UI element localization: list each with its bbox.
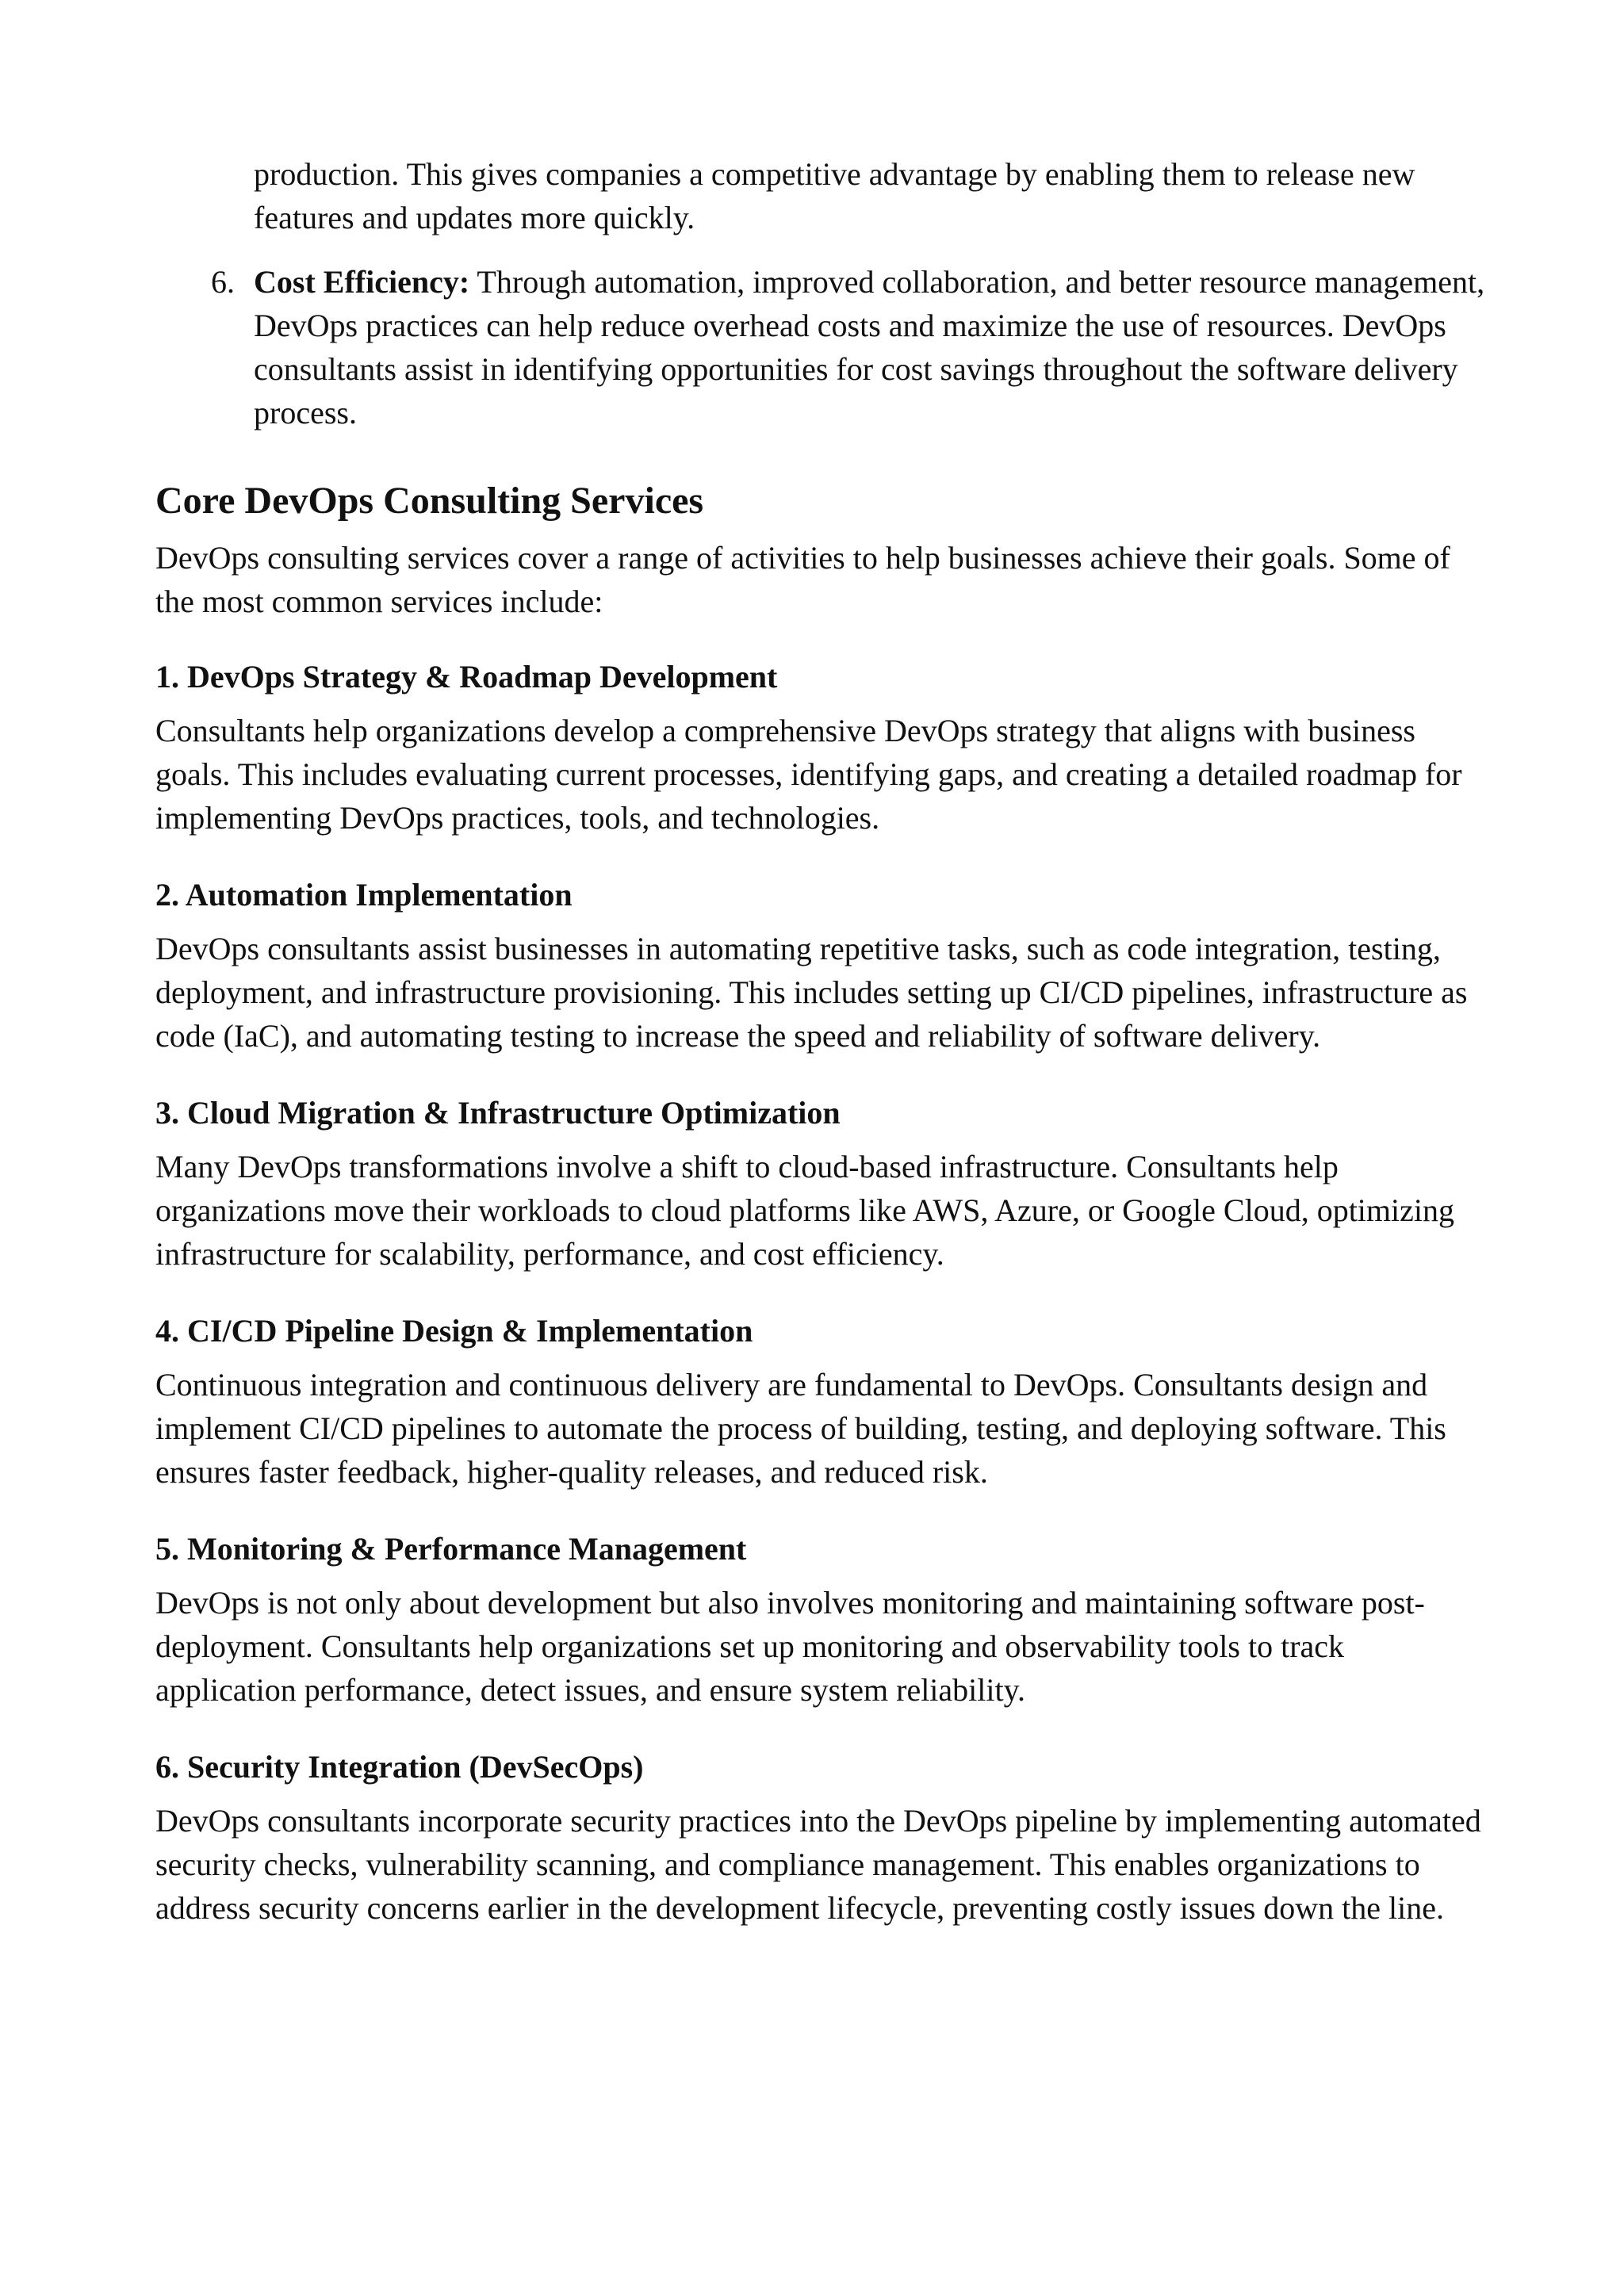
service-cloud-migration [155, 1093, 1488, 1276]
service-strategy-roadmap [155, 656, 1488, 840]
service-heading: 6. Security Integration (DevSecOps) [155, 1749, 644, 1785]
service-body: Continuous integration and continuous delivery are fundamental to DevOps. Consultants design and implement CI/CD pipelines to automate the process of building, testing, and deploying software. This ensures faster feedback, higher-quality releases, and reduced risk. [155, 1367, 1446, 1490]
list-item-text [254, 260, 1488, 434]
service-heading: 5. Monitoring & Performance Management [155, 1531, 747, 1567]
service-heading: 1. DevOps Strategy & Roadmap Development [155, 659, 778, 695]
service-security-integration [155, 1747, 1488, 1930]
service-automation [155, 874, 1488, 1058]
service-monitoring [155, 1529, 1488, 1712]
service-body: DevOps consultants assist businesses in automating repetitive tasks, such as code integration, testing, deployment, and infrastructure provisioning. This includes setting up CI/CD pipelines, infrastructure as code (IaC), and automating testing to increase the speed and reliability of software delivery. [155, 931, 1468, 1054]
section-intro: DevOps consulting services cover a range of activities to help businesses achieve their goals. Some of the most common services include: [155, 540, 1450, 619]
document-page [155, 152, 1488, 1965]
service-body: Many DevOps transformations involve a shift to cloud-based infrastructure. Consultants help organizations move their workloads to cloud platforms like AWS, Azure, or Google Cloud, optimizing infrastructure for scalability, performance, and cost efficiency. [155, 1149, 1455, 1272]
service-heading: 2. Automation Implementation [155, 877, 573, 913]
service-body: DevOps consultants incorporate security practices into the DevOps pipeline by implementing automated security checks, vulnerability scanning, and compliance management. This enables organizations to address security concerns earlier in the development lifecycle, preventing costly issues down the line. [155, 1803, 1481, 1926]
list-item-cost-efficiency [155, 260, 1488, 434]
service-body: Consultants help organizations develop a comprehensive DevOps strategy that aligns with business goals. This includes evaluating current processes, identifying gaps, and creating a detailed roadmap for implementing DevOps practices, tools, and technologies. [155, 713, 1462, 836]
service-body: DevOps is not only about development but also involves monitoring and maintaining software post-deployment. Consultants help organizations set up monitoring and observability tools to track application performance, detect issues, and ensure system reliability. [155, 1585, 1425, 1708]
section-heading: Core DevOps Consulting Services [155, 480, 704, 522]
list-item-body: Through automation, improved collaboration, and better resource management, DevOps practices can help reduce overhead costs and maximize the use of resources. DevOps consultants assist in identifying opportunities for cost savings throughout the software delivery process. [254, 264, 1485, 430]
list-item-continuation: production. This gives companies a competitive advantage by enabling them to release new features and updates more quickly. [254, 156, 1415, 235]
list-item-number: 6. [211, 264, 235, 300]
service-heading: 4. CI/CD Pipeline Design & Implementation [155, 1313, 753, 1349]
service-cicd-pipeline [155, 1311, 1488, 1494]
service-heading: 3. Cloud Migration & Infrastructure Optimization [155, 1095, 841, 1131]
list-item-title: Cost Efficiency: [254, 264, 470, 300]
